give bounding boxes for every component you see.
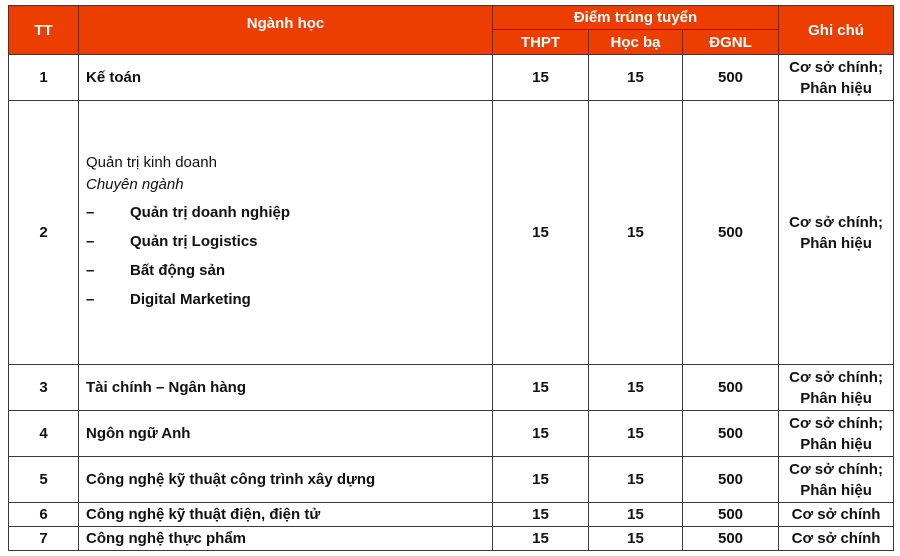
note-line-1: Cơ sở chính; bbox=[789, 58, 883, 76]
note-line-1: Cơ sở chính; bbox=[789, 368, 883, 386]
cell-thpt: 15 bbox=[493, 527, 589, 551]
cell-dgnl: 500 bbox=[683, 55, 779, 101]
specialization-label: Digital Marketing bbox=[130, 290, 251, 308]
cell-note: Cơ sở chính bbox=[779, 503, 894, 527]
cell-dgnl: 500 bbox=[683, 411, 779, 457]
specialization-item bbox=[86, 198, 486, 227]
header-notes: Ghi chú bbox=[779, 6, 894, 55]
table-row bbox=[9, 101, 894, 365]
cell-hocba: 15 bbox=[589, 527, 683, 551]
admission-score-table bbox=[8, 5, 894, 551]
cell-tt: 3 bbox=[9, 365, 79, 411]
dash-bullet: – bbox=[86, 261, 95, 279]
cell-thpt: 15 bbox=[493, 365, 589, 411]
specialization-item bbox=[86, 256, 486, 285]
note-line-1: Cơ sở chính; bbox=[789, 213, 883, 231]
table-row bbox=[9, 411, 894, 457]
cell-note: Cơ sở chính bbox=[779, 527, 894, 551]
specialization-item bbox=[86, 227, 486, 256]
cell-major: Công nghệ kỹ thuật công trình xây dựng bbox=[79, 457, 493, 503]
cell-dgnl: 500 bbox=[683, 457, 779, 503]
note-line-2: Phân hiệu bbox=[800, 389, 872, 407]
cell-major: Công nghệ kỹ thuật điện, điện tử bbox=[79, 503, 493, 527]
note-line-1: Cơ sở chính; bbox=[789, 414, 883, 432]
cell-hocba: 15 bbox=[589, 101, 683, 365]
cell-hocba: 15 bbox=[589, 55, 683, 101]
header-score-group: Điểm trúng tuyển bbox=[493, 6, 779, 30]
cell-major: Tài chính – Ngân hàng bbox=[79, 365, 493, 411]
cell-major bbox=[79, 101, 493, 365]
dash-bullet: – bbox=[86, 232, 95, 250]
cell-dgnl: 500 bbox=[683, 503, 779, 527]
cell-note bbox=[779, 101, 894, 365]
cell-dgnl: 500 bbox=[683, 365, 779, 411]
table-row bbox=[9, 527, 894, 551]
cell-tt: 6 bbox=[9, 503, 79, 527]
cell-thpt: 15 bbox=[493, 503, 589, 527]
dash-bullet: – bbox=[86, 203, 95, 221]
header-major: Ngành học bbox=[79, 6, 493, 55]
cell-major: Kế toán bbox=[79, 55, 493, 101]
cell-tt: 1 bbox=[9, 55, 79, 101]
cell-hocba: 15 bbox=[589, 503, 683, 527]
cell-thpt: 15 bbox=[493, 411, 589, 457]
dash-bullet: – bbox=[86, 290, 95, 308]
cell-thpt: 15 bbox=[493, 457, 589, 503]
note-line-2: Phân hiệu bbox=[800, 435, 872, 453]
cell-dgnl: 500 bbox=[683, 101, 779, 365]
cell-tt: 2 bbox=[9, 101, 79, 365]
specialization-label: Bất động sản bbox=[130, 261, 226, 279]
cell-tt: 4 bbox=[9, 411, 79, 457]
cell-hocba: 15 bbox=[589, 411, 683, 457]
note-line-2: Phân hiệu bbox=[800, 79, 872, 97]
cell-note bbox=[779, 457, 894, 503]
header-thpt: THPT bbox=[493, 30, 589, 55]
cell-note bbox=[779, 365, 894, 411]
header-tt: TT bbox=[9, 6, 79, 55]
header-hocba: Học bạ bbox=[589, 30, 683, 55]
specialization-heading: Chuyên ngành bbox=[86, 175, 184, 193]
cell-note bbox=[779, 411, 894, 457]
cell-tt: 5 bbox=[9, 457, 79, 503]
cell-thpt: 15 bbox=[493, 55, 589, 101]
cell-dgnl: 500 bbox=[683, 527, 779, 551]
cell-hocba: 15 bbox=[589, 365, 683, 411]
cell-note bbox=[779, 55, 894, 101]
table-row bbox=[9, 457, 894, 503]
note-line-2: Phân hiệu bbox=[800, 234, 872, 252]
table-row bbox=[9, 365, 894, 411]
specialization-label: Quản trị Logistics bbox=[130, 232, 258, 250]
table-row bbox=[9, 503, 894, 527]
note-line-2: Phân hiệu bbox=[800, 481, 872, 499]
table-row bbox=[9, 55, 894, 101]
cell-major: Công nghệ thực phẩm bbox=[79, 527, 493, 551]
specialization-label: Quản trị doanh nghiệp bbox=[130, 203, 290, 221]
header-dgnl: ĐGNL bbox=[683, 30, 779, 55]
note-line-1: Cơ sở chính; bbox=[789, 460, 883, 478]
cell-tt: 7 bbox=[9, 527, 79, 551]
major-name: Quản trị kinh doanh bbox=[86, 153, 217, 171]
specialization-item bbox=[86, 285, 486, 314]
cell-thpt: 15 bbox=[493, 101, 589, 365]
cell-major: Ngôn ngữ Anh bbox=[79, 411, 493, 457]
cell-hocba: 15 bbox=[589, 457, 683, 503]
